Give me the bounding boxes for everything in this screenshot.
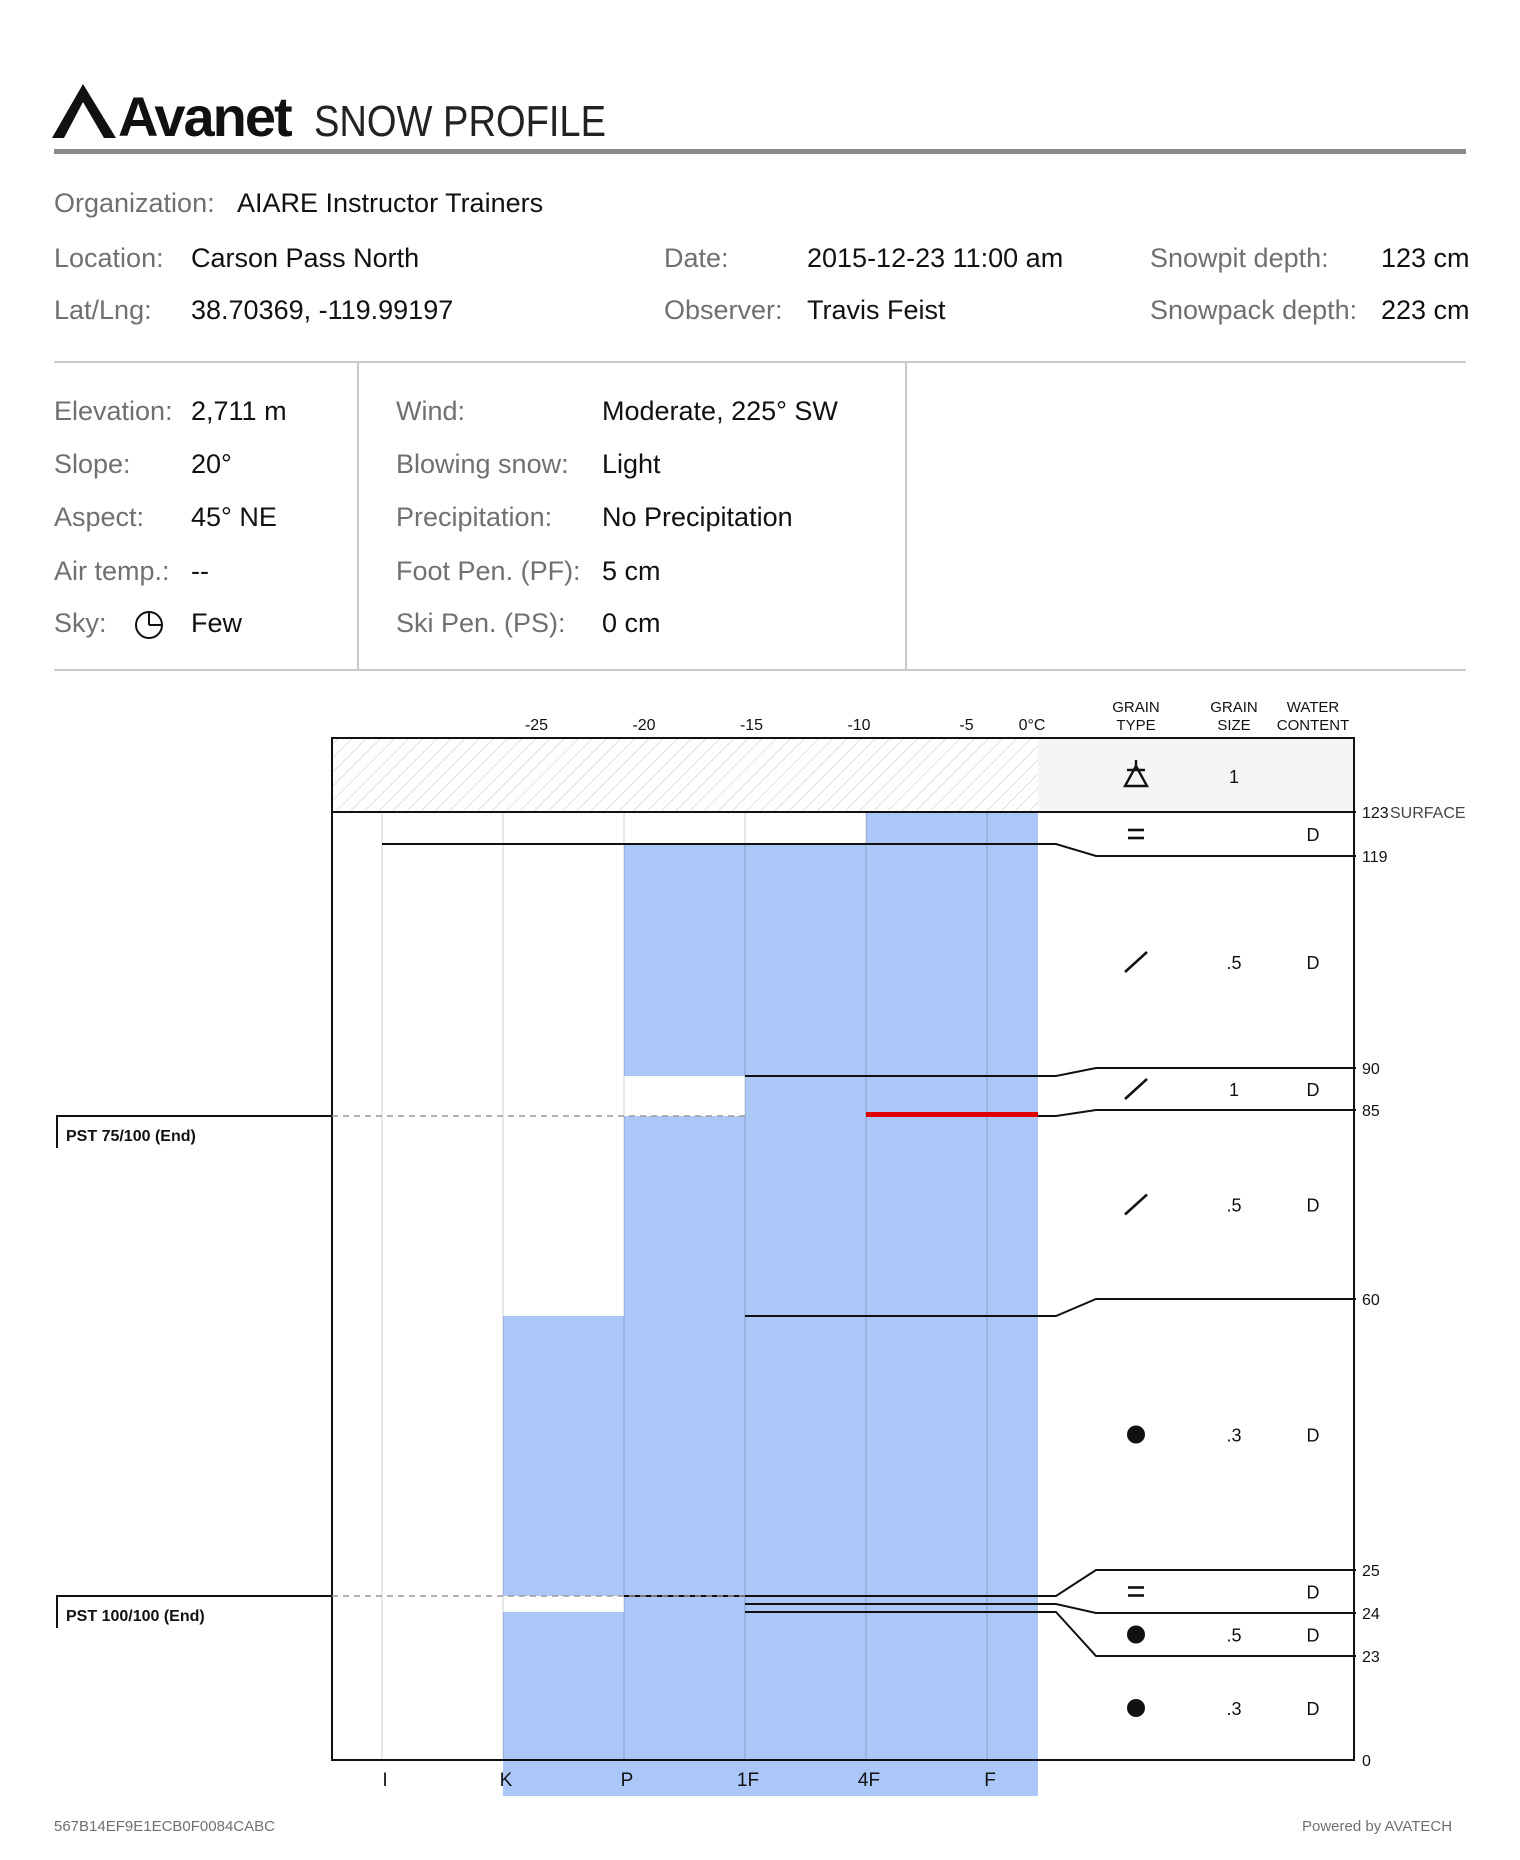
slope-label: Slope: (54, 449, 131, 479)
temp-tick-label: 0°C (1018, 717, 1046, 734)
brand-name: Avanet (118, 85, 291, 148)
grain-size-value: .3 (1226, 1699, 1242, 1719)
melt-form-icon (1127, 1426, 1145, 1444)
profile-id: 567B14EF9E1ECB0F0084CABC (54, 1818, 275, 1835)
slope-value: 20° (191, 449, 232, 479)
aspect-value: 45° NE (191, 502, 277, 532)
conditions-divider-right (905, 363, 907, 669)
depth-label: 25 (1362, 1563, 1380, 1580)
blowing-snow-label: Blowing snow: (396, 449, 569, 479)
surface-depth-label: 123 (1362, 805, 1389, 822)
snowpack-depth-value: 223 cm (1381, 295, 1470, 325)
surface-hatch (332, 738, 1038, 812)
depth-label: 119 (1362, 849, 1388, 866)
hardness-fill-3 (624, 1116, 1038, 1316)
temp-tick-label: -5 (959, 717, 974, 734)
depth-label: 23 (1362, 1649, 1380, 1666)
powered-by: Powered by AVATECH (1302, 1818, 1453, 1835)
grain-size-value: .5 (1226, 1195, 1242, 1216)
foot-pen-value: 5 cm (602, 556, 661, 586)
grain-size-value: .5 (1226, 1625, 1242, 1646)
hardness-tick-label: 4F (857, 1770, 881, 1791)
temp-tick-label: -10 (847, 717, 871, 734)
grain-size-value: .3 (1226, 1425, 1242, 1446)
ski-pen-label: Ski Pen. (PS): (396, 608, 566, 638)
hardness-fill-0 (866, 812, 1038, 844)
rounded-icon (1128, 830, 1144, 838)
precipitation-value: No Precipitation (602, 502, 793, 532)
water-content-header: WATER (1286, 699, 1340, 716)
surface-label: SURFACE (1390, 805, 1466, 822)
decomposing-icon (1125, 1079, 1147, 1099)
hardness-fill-6 (624, 1604, 1038, 1612)
water-content-value: D (1306, 1080, 1320, 1100)
hardness-tick-label: F (984, 1770, 996, 1791)
brand-rule (54, 149, 1466, 154)
surface-grain-size: 1 (1228, 767, 1240, 787)
water-content-value: D (1306, 1582, 1320, 1603)
hardness-tick-label: K (499, 1770, 513, 1791)
water-content-value: D (1306, 953, 1320, 973)
temp-tick-label: -25 (524, 717, 549, 734)
critical-layer-line (866, 1112, 1038, 1117)
water-content-value: D (1306, 1699, 1320, 1719)
aspect-label: Aspect: (54, 502, 145, 532)
snowpit-depth-label: Snowpit depth: (1150, 243, 1329, 273)
grain-size-header: GRAIN (1210, 699, 1258, 716)
hardness-tick-label: I (382, 1770, 388, 1791)
surface-row-bg (1038, 738, 1354, 812)
observer-value: Travis Feist (807, 295, 946, 325)
temp-tick-label: -20 (632, 717, 656, 734)
hardness-fill-4 (503, 1316, 1038, 1596)
decomposing-stroke (1125, 1079, 1147, 1099)
melt-form-icon (1127, 1699, 1145, 1717)
hardness-fills (332, 738, 1354, 1796)
temp-tick-label: -15 (739, 717, 764, 734)
hardness-fill-7 (503, 1612, 1038, 1796)
rounded-icon (1128, 1588, 1144, 1596)
stability-test-label: PST 100/100 (End) (66, 1608, 205, 1625)
water-content-value: D (1306, 1425, 1320, 1446)
header-divider (54, 361, 1466, 363)
hardness-tick-label: 1F (736, 1770, 760, 1791)
location-label: Location: (54, 243, 164, 273)
brand-logo (52, 78, 622, 148)
wind-value: Moderate, 225° SW (602, 396, 838, 426)
sky-label: Sky: (54, 608, 107, 638)
ski-pen-value: 0 cm (602, 608, 661, 638)
melt-form-dot (1127, 1426, 1145, 1444)
water-content-value: D (1306, 825, 1320, 845)
wind-label: Wind: (396, 396, 466, 426)
elevation-label: Elevation: (54, 396, 173, 426)
brand-title: SNOW PROFILE (314, 97, 606, 146)
grain-type-icons (1125, 760, 1147, 1717)
mountain-logo-icon (52, 84, 116, 138)
grain-type-header: TYPE (1116, 717, 1156, 734)
grain-size-value: .5 (1226, 953, 1242, 973)
depth-label: 24 (1362, 1606, 1380, 1623)
water-content-value: D (1306, 1195, 1320, 1216)
depth-label: 60 (1362, 1292, 1380, 1309)
latlng-value: 38.70369, -119.99197 (191, 295, 454, 325)
hardness-fill-5 (624, 1596, 1038, 1604)
sky-value: Few (191, 608, 243, 638)
air-temp-value: -- (191, 556, 209, 586)
hardness-fill-2 (745, 1076, 1038, 1116)
location-value: Carson Pass North (191, 243, 420, 273)
decomposing-stroke (1125, 952, 1147, 972)
air-temp-label: Air temp.: (54, 556, 170, 586)
snowpit-depth-value: 123 cm (1381, 243, 1470, 273)
melt-form-dot (1127, 1626, 1145, 1644)
snow-profile-chart (0, 680, 1520, 1810)
snowpack-depth-label: Snowpack depth: (1150, 295, 1358, 325)
conditions-divider-left (357, 363, 359, 669)
conditions-divider (54, 669, 1466, 671)
depth-label: 0 (1362, 1753, 1371, 1770)
melt-form-icon (1127, 1626, 1145, 1644)
grain-size-header: SIZE (1217, 717, 1251, 734)
blowing-snow-value: Light (602, 449, 661, 479)
hardness-fill-1 (624, 844, 1038, 1076)
foot-pen-label: Foot Pen. (PF): (396, 556, 581, 586)
elevation-value: 2,711 m (191, 396, 287, 426)
decomposing-stroke (1125, 1195, 1147, 1215)
decomposing-icon (1125, 1195, 1147, 1215)
water-content-value: D (1306, 1625, 1320, 1646)
depth-label: 90 (1362, 1061, 1380, 1078)
melt-form-dot (1127, 1699, 1145, 1717)
date-value: 2015-12-23 11:00 am (807, 243, 1064, 273)
grain-size-value: 1 (1228, 1080, 1240, 1100)
stability-test-label: PST 75/100 (End) (66, 1128, 196, 1145)
water-content-header: CONTENT (1276, 717, 1350, 734)
organization-value: AIARE Instructor Trainers (237, 188, 544, 218)
precipitation-label: Precipitation: (396, 502, 553, 532)
depth-label: 85 (1362, 1103, 1380, 1120)
organization-label: Organization: (54, 188, 215, 218)
observer-label: Observer: (664, 295, 783, 325)
date-label: Date: (664, 243, 729, 273)
latlng-label: Lat/Lng: (54, 295, 152, 325)
grain-type-header: GRAIN (1112, 699, 1160, 716)
hardness-tick-label: P (620, 1770, 634, 1791)
sky-few-icon (134, 610, 164, 640)
decomposing-icon (1125, 952, 1147, 972)
